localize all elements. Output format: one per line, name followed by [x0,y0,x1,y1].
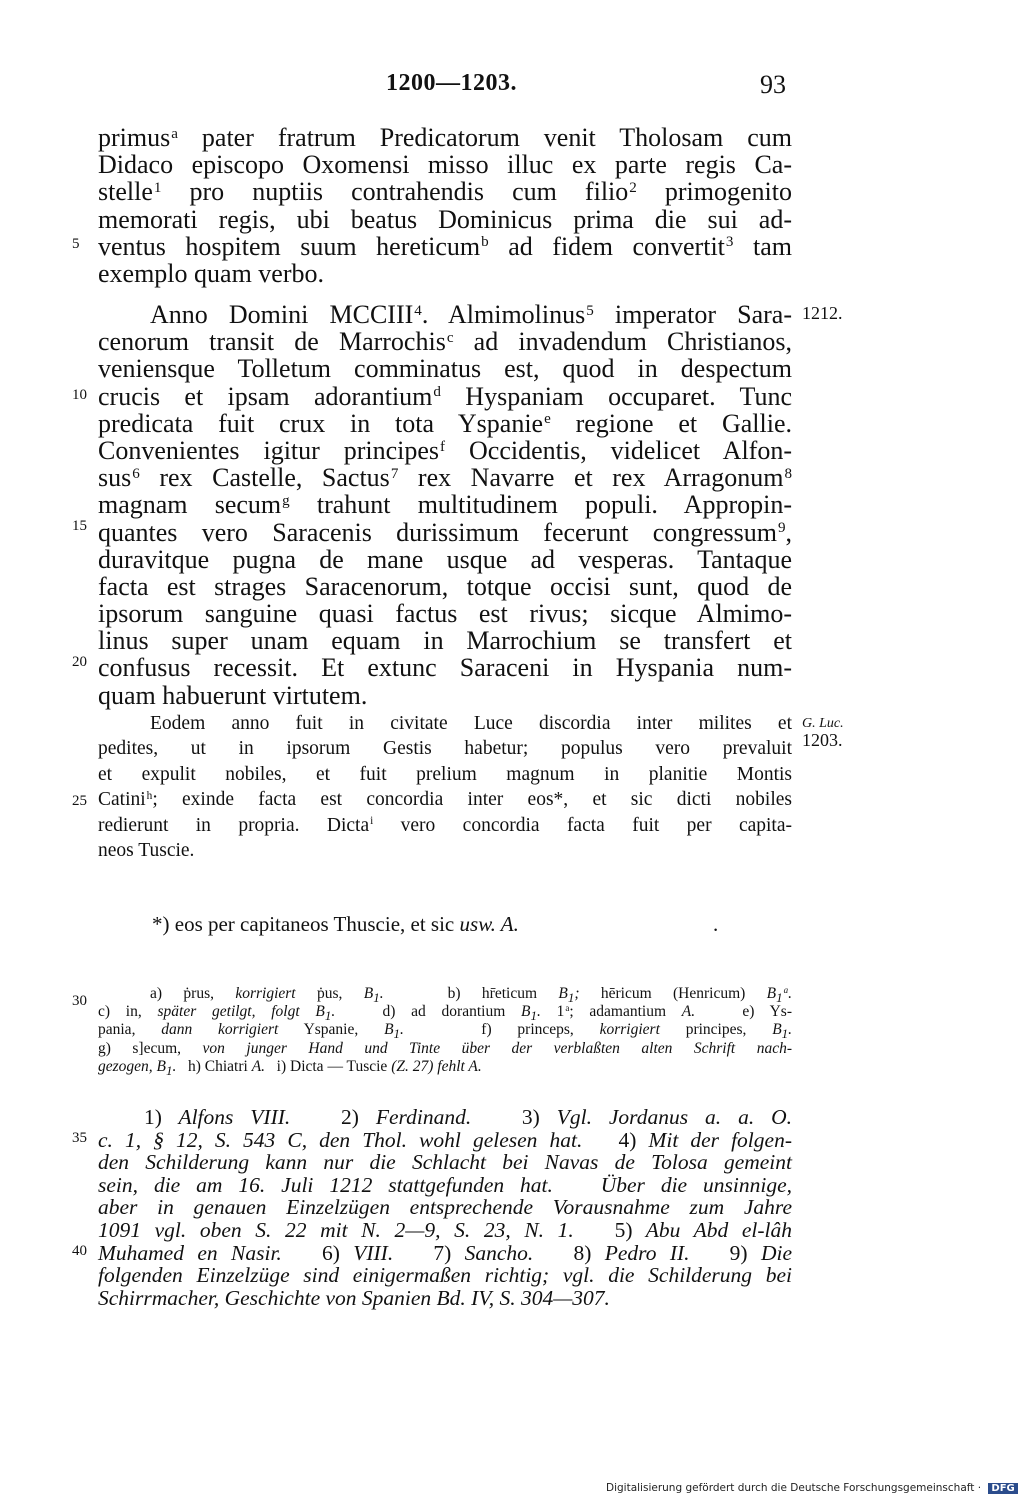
footnote-line: sein, die am 16. Juli 1212 stattgefunden hat. Über die unsinnige, [98,1172,792,1197]
text-line: quam habuerunt virtutem. [98,680,368,710]
asterisk-note: *) eos per capitaneos Thuscie, et sic usw. A. [152,912,519,936]
text-line: Convenientes igitur principes$^f$ Occidentis, videlicet Alfon- [98,435,792,465]
footnote-line: 1091 vgl. oben S. 22 mit N. 2—9, S. 23, N. 1. 5) Abu Abd el-lâh [98,1217,792,1242]
text-line: ipsorum sanguine quasi factus est rivus; sicque Almimo- [98,599,792,629]
paragraph-3 [98,711,792,863]
paragraph-1 [98,124,792,287]
digitization-footer [606,1482,1018,1494]
text-line: stelle$^1$ pro nuptiis contrahendis cum filio$^2$ primogenito [98,177,792,207]
text-line: crucis et ipsam adorantium$^d$ Hyspaniam occuparet. Tunc [98,381,792,411]
footnote-line: Muhamed en Nasir. 6) VIII. 7) Sancho. 8) Pedro II. 9) Die [98,1240,793,1265]
footer-text: Digitalisierung gefördert durch die Deutsche Forschungsgemeinschaft · [606,1482,982,1494]
text-line: veniensque Tolletum comminatus est, quod in despectum [98,354,792,384]
text-line: linus super unam equam in Marrochium se transfert et [98,626,792,656]
text-line: Eodem anno fuit in civitate Luce discordia inter milites et [150,713,792,734]
apparatus-line: a) ṗrus, korrigiert ṗus, $B_1$. b) hr̄eticum $B_1$; hēricum (Henricum) $B_1^a$. [150,985,792,1006]
margin-year: 1203. [802,730,843,750]
line-number: 40 [72,1243,87,1259]
paragraph-2 [98,301,792,709]
line-number: 10 [72,387,87,403]
text-line: duravitque pugna de mane usque ad vesperas. Tantaque [98,544,792,574]
apparatus-line: pania, dann korrigiert Yspanie, $B_1$. f) princeps, korrigiert principes, $B_1$. [98,1021,792,1042]
text-line: Catini$^h$; exinde facta est concordia inter eos*, et sic dicti nobiles [98,789,792,811]
text-line: et expulit nobiles, et fuit prelium magnum in planitie Montis [98,763,792,785]
text-line: exemplo quam verbo. [98,258,324,288]
text-line: quantes vero Saracenis durissimum fecerunt congressum$^9$, [98,517,792,547]
footnote-line: den Schilderung kann nur die Schlacht bei Navas de Tolosa gemeint [98,1150,792,1175]
text-line: confusus recessit. Et extunc Saraceni in Hyspania num- [98,653,792,683]
text-line: primus$^a$ pater fratrum Predicatorum venit Tholosam cum [98,123,792,152]
running-head [0,70,1000,100]
line-number: 35 [72,1130,87,1146]
text-line: memorati regis, ubi beatus Dominicus prima die sui ad- [98,204,792,234]
stray-mark: . [713,912,719,936]
text-line: magnam secum$^g$ trahunt multitudinem populi. Appropin- [98,490,792,520]
line-number: 30 [72,993,87,1009]
running-head-years: 1200—1203. [386,70,517,96]
line-number: 5 [72,236,80,252]
margin-year: 1212. [802,303,843,323]
footnotes [98,1106,792,1309]
footnote-line: Schirrmacher, Geschichte von Spanien Bd. IV, S. 304—307. [98,1285,610,1310]
line-number: 25 [72,793,87,809]
apparatus-line: gezogen, $B_1$. h) Chiatri A. i) Dicta — Tuscie (Z. 27) fehlt A. [98,1057,482,1078]
text-line: cenorum transit de Marrochis$^c$ ad invadendum Christianos, [98,327,792,357]
line-number: 15 [72,518,87,534]
footnote-line: folgenden Einzelzüge sind einigermaßen richtig; vgl. die Schilderung bei [98,1263,792,1288]
apparatus-line: c) in, später getilgt, folgt $B_1$. d) ad dorantium $B_1$. 1$^a$; adamantium A. e) Ys- [98,1003,792,1024]
text-line: Didaco episcopo Oxomensi misso illuc ex parte regis Ca- [98,150,792,180]
page-number: 93 [760,70,786,99]
footnote-line: aber in genauen Einzelzügen entsprechende Vorausnahme zum Jahre [98,1195,792,1220]
text-line: Anno Domini MCCIII$^4$. Almimolinus$^5$ imperator Sara- [150,300,792,329]
text-line: pedites, ut in ipsorum Gestis habetur; populus vero prevaluit [98,738,792,760]
text-line: redierunt in propria. Dicta$^i$ vero concordia facta fuit per capita- [98,814,792,836]
text-line: sus$^6$ rex Castelle, Sactus$^7$ rex Navarre et rex Arragonum$^8$ [98,463,792,493]
footnote-line: 1) Alfons VIII. 2) Ferdinand. 3) Vgl. Jordanus a. a. O. [144,1105,792,1129]
text-line: ventus hospitem suum hereticum$^b$ ad fidem convertit$^3$ tam [98,231,792,261]
apparatus-line: g) s]ecum, von junger Hand und Tinte über der verblaßten alten Schrift nach- [98,1039,793,1057]
dfg-logo-icon: DFG [988,1483,1017,1494]
margin-source: G. Luc. [802,716,844,731]
footnote-line: c. 1, § 12, S. 543 C, den Thol. wohl gelesen hat. 4) Mit der folgen- [98,1127,792,1152]
text-line: facta est strages Saracenorum, totque occisi sunt, quod de [98,571,792,601]
text-line: predicata fuit crux in tota Yspanie$^e$ regione et Gallie. [98,408,792,438]
line-number: 20 [72,654,87,670]
critical-apparatus [98,985,792,1076]
text-line: neos Tuscie. [98,839,195,861]
